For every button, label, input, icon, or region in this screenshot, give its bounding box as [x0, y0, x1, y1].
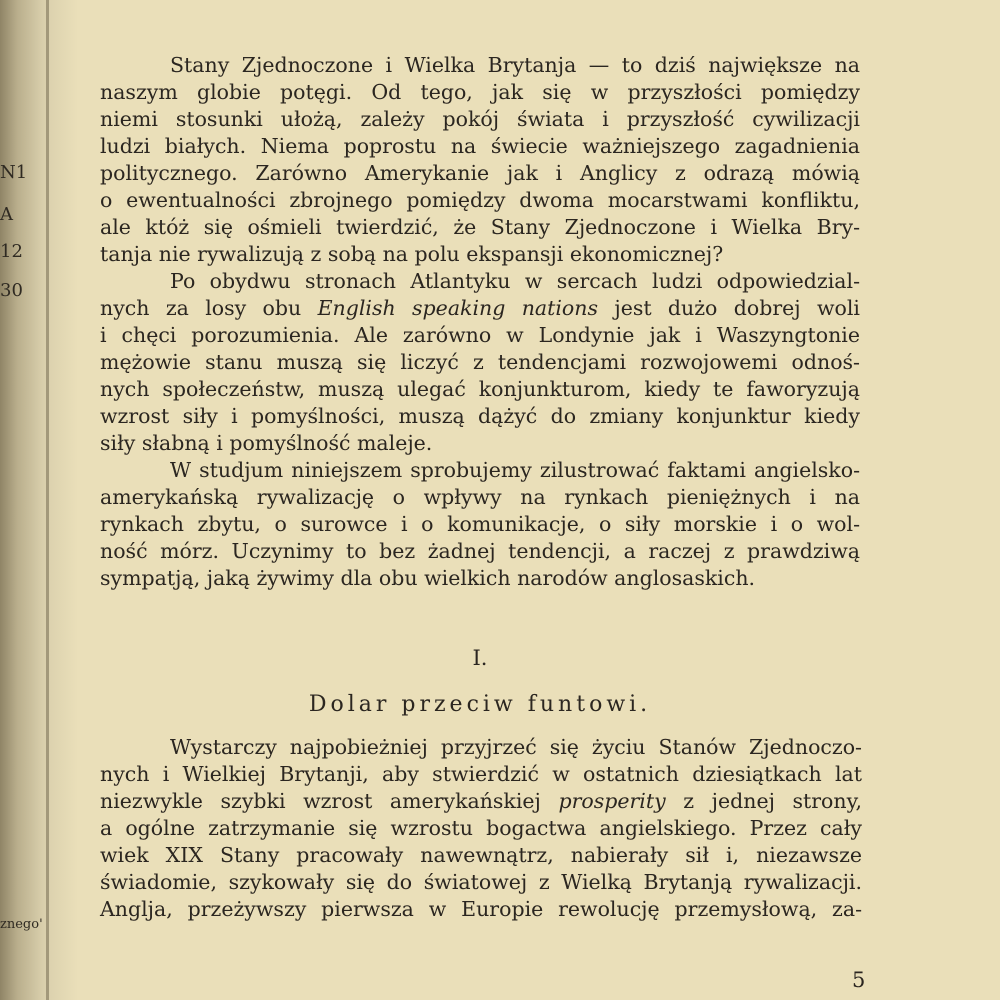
- page-gutter-edge: [46, 0, 49, 1000]
- text-line: wzrost siły i pomyślności, muszą dążyć do zmiany konjunktur kiedy: [100, 404, 860, 428]
- margin-fragment: 12: [0, 241, 23, 262]
- text-line: Stany Zjednoczone i Wielka Brytanja — to dziś największe na: [170, 53, 860, 77]
- text-line: ność mórz. Uczynimy to bez żadnej tendencji, a raczej z prawdziwą: [100, 539, 860, 563]
- paragraph-2: [100, 268, 860, 457]
- text-line: nych i Wielkiej Brytanji, aby stwierdzić w ostatnich dziesiątkach lat: [100, 762, 862, 786]
- text-line: rynkach zbytu, o surowce i o komunikacje, o siły morskie i o wol-: [100, 512, 860, 536]
- section-number: I.: [472, 646, 488, 670]
- margin-fragment: 30: [0, 280, 23, 301]
- text-line: amerykańską rywalizację o wpływy na rynkach pieniężnych i na: [100, 485, 860, 509]
- text-line: a ogólne zatrzymanie się wzrostu bogactwa angielskiego. Przez cały: [100, 816, 862, 840]
- text-line: politycznego. Zarówno Amerykanie jak i Anglicy z odrazą mówią: [100, 161, 860, 185]
- italic-phrase: English speaking nations: [317, 296, 598, 320]
- text-line: wiek XIX Stany pracowały nawewnątrz, nabierały sił i, niezawsze: [100, 843, 862, 867]
- section-title: Dolar przeciw funtowi.: [308, 692, 652, 717]
- text-line: o ewentualności zbrojnego pomiędzy dwoma mocarstwami konfliktu,: [100, 188, 860, 212]
- paragraph-4: [100, 734, 862, 923]
- text-line: mężowie stanu muszą się liczyć z tendencjami rozwojowemi odnoś-: [100, 350, 860, 374]
- text-line: Wystarczy najpobieżniej przyjrzeć się życiu Stanów Zjednoczo-: [170, 735, 862, 759]
- text-line: sympatją, jaką żywimy dla obu wielkich narodów anglosaskich.: [100, 566, 756, 590]
- page-binding-shadow: [0, 0, 78, 1000]
- text-line: naszym globie potęgi. Od tego, jak się w przyszłości pomiędzy: [100, 80, 860, 104]
- text-line: tanja nie rywalizują z sobą na polu ekspansji ekonomicznej?: [100, 242, 724, 266]
- text-line: siły słabną i pomyślność maleje.: [100, 431, 433, 455]
- italic-phrase: prosperity: [558, 789, 666, 813]
- paragraph-3: [100, 457, 860, 592]
- intro-text: [100, 52, 860, 592]
- text-line: Po obydwu stronach Atlantyku w sercach ludzi odpowiedzial-: [170, 269, 860, 293]
- text-line: świadomie, szykowały się do światowej z Wielką Brytanją rywalizacji.: [100, 870, 862, 894]
- text-line: Anglja, przeżywszy pierwsza w Europie rewolucję przemysłową, za-: [100, 897, 862, 921]
- margin-fragment: A: [0, 204, 13, 225]
- text-line: ale któż się ośmieli twierdzić, że Stany Zjednoczone i Wielka Bry-: [100, 215, 860, 239]
- text-line: niezwykle szybki wzrost amerykańskiej prosperity z jednej strony,: [100, 789, 862, 813]
- text-line: nych za losy obu English speaking nations jest dużo dobrej woli: [100, 296, 860, 320]
- text-line: ludzi białych. Niema poprostu na świecie ważniejszego zagadnienia: [100, 134, 860, 158]
- section-text: [100, 734, 862, 923]
- page-number: 5: [852, 968, 866, 992]
- text-line: W studjum niniejszem sprobujemy zilustrować faktami angielsko-: [170, 458, 860, 482]
- text-line: i chęci porozumienia. Ale zarówno w Londynie jak i Waszyngtonie: [100, 323, 860, 347]
- margin-fragment: znego': [0, 917, 43, 932]
- margin-fragment: N1: [0, 162, 28, 183]
- paragraph-1: [100, 52, 860, 268]
- text-line: niemi stosunki ułożą, zależy pokój świata i przyszłość cywilizacji: [100, 107, 860, 131]
- text-line: nych społeczeństw, muszą ulegać konjunkturom, kiedy te faworyzują: [100, 377, 860, 401]
